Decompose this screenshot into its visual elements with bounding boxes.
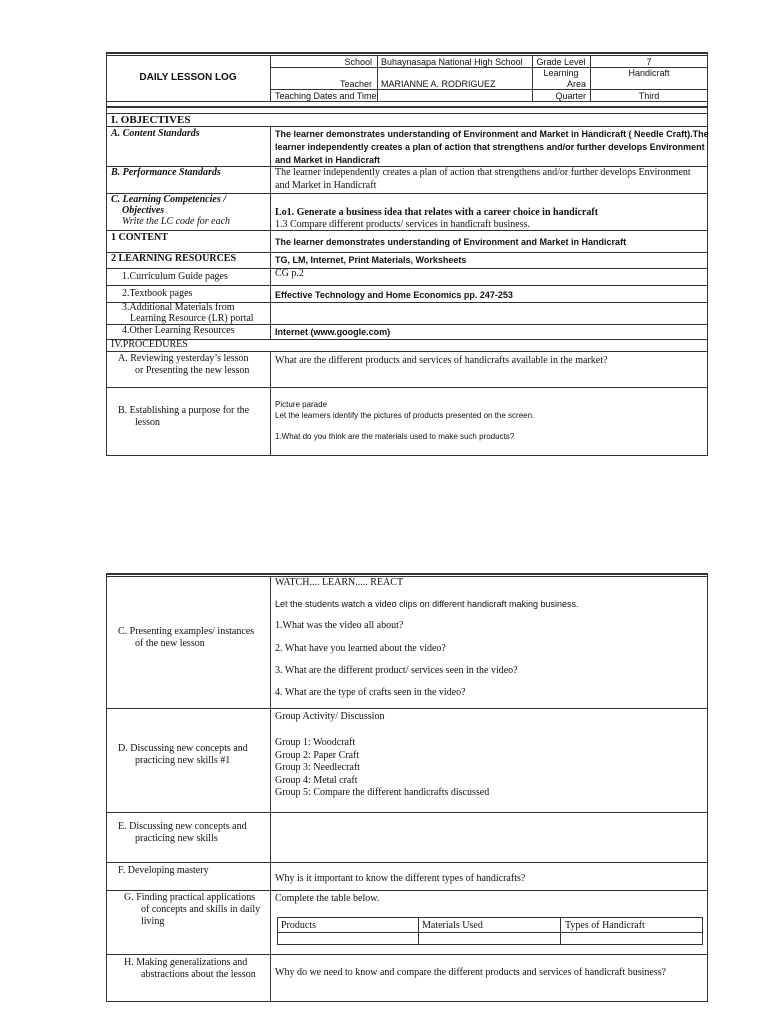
quarter-label: Quarter [555,91,586,101]
grade-value: 7 [646,57,652,67]
procedure-g-label-2: of concepts and skills in daily [141,904,261,915]
curriculum-guide-label: 1.Curriculum Guide pages [122,271,228,282]
procedures-heading: IV.PROCEDURES [111,339,188,350]
teacher-label: Teacher [339,79,372,89]
procedure-c-label: C. Presenting examples/ instances [118,626,255,637]
procedure-c-label-2: of the new lesson [135,638,205,649]
content-standards-label: A. Content Standards [111,128,200,139]
procedure-c-value-5: 3. What are the different product/ services seen in the video? [275,665,518,676]
other-resources-value [275,327,390,337]
procedure-d-value-3: Group 2: Paper Craft [275,750,360,761]
procedure-d-label-2: practicing new skills #1 [135,755,231,766]
procedure-d-value-5: Group 4: Metal craft [275,775,358,786]
performance-standards-line-1: The learner independently creates a plan of action that strengthens and/or further develops Environment [275,167,691,178]
dates-label: Teaching Dates and Time [275,91,377,101]
procedure-b-value-3: 1.What do you think are the materials used to make such products? [275,432,515,441]
other-resources-pre: Internet (www. [275,327,337,337]
learning-area-label: Learning [543,68,579,78]
procedure-a-label: A. Reviewing yesterday’s lesson [118,353,249,364]
procedure-b-value-2: Let the learners identify the pictures of products presented on the screen. [275,411,535,420]
textbook-value: Effective Technology and Home Economics pp. 247-253 [275,290,513,300]
content-standards-line-3: and Market in Handicraft [275,155,381,165]
school-value: Buhaynasapa National High School [381,57,523,67]
procedure-g-value: Complete the table below. [275,893,380,904]
objectives-heading: I. OBJECTIVES [111,114,191,126]
textbook-label: 2.Textbook pages [122,288,193,299]
procedure-d-value-4: Group 3: Needlecraft [275,762,360,773]
table-header-types: Types of Handicraft [565,920,645,931]
procedure-h-value: Why do we need to know and compare the different products and services of handicraft business? [275,967,667,978]
procedure-g-label: G. Finding practical applications [124,892,256,903]
learning-resources-value: TG, LM, Internet, Print Materials, Worksheets [275,255,467,265]
procedure-c-value-6: 4. What are the type of crafts seen in the video? [275,687,466,698]
content-standards-line-2: learner independently creates a plan of action that strengthens and/or further develops Environment [275,142,705,152]
performance-standards-label: B. Performance Standards [111,167,221,178]
procedure-g-label-3: living [141,916,165,927]
learning-area-label-2: Area [566,79,586,89]
procedure-c-value-1: WATCH.... LEARN..... REACT [275,577,404,588]
content-standards-line-1: The learner demonstrates understanding of Environment and Market in Handicraft ( Needle Craft).The [275,129,709,139]
competencies-label: C. Learning Competencies / [111,194,226,205]
school-label: School [344,57,372,67]
procedure-h-label-2: abstractions about the lesson [141,969,256,980]
additional-materials-label: 3.Additional Materials from [122,302,235,313]
procedure-e-label: E. Discussing new concepts and [118,821,247,832]
learning-resources-label: 2 LEARNING RESOURCES [111,253,237,264]
performance-standards-line-2: and Market in Handicraft [275,180,377,191]
procedure-h-label: H. Making generalizations and [124,957,248,968]
procedure-a-value: What are the different products and services of handicrafts available in the market? [275,355,608,366]
procedure-c-value-3: 1.What was the video all about? [275,620,404,631]
table-header-products: Products [281,920,316,931]
procedure-d-label: D. Discussing new concepts and [118,743,248,754]
competencies-value-2: 1.3 Compare different products/ services in handicraft business. [275,219,531,230]
procedure-e-label-2: practicing new skills [135,833,218,844]
curriculum-guide-value: CG p.2 [275,268,304,279]
other-resources-label: 4.Other Learning Resources [122,325,235,336]
procedure-d-value-2: Group 1: Woodcraft [275,737,356,748]
table-header-materials: Materials Used [422,920,483,931]
procedure-d-value-1: Group Activity/ Discussion [275,711,385,722]
teacher-value: MARIANNE A. RODRIGUEZ [381,79,496,89]
procedure-c-value-4: 2. What have you learned about the video? [275,643,446,654]
competencies-value-1: Lo1. Generate a business idea that relates with a career choice in handicraft [275,207,599,218]
additional-materials-label-2: Learning Resource (LR) portal [130,313,254,324]
procedure-a-label-2: or Presenting the new lesson [135,365,250,376]
learning-area-value: Handicraft [628,68,670,78]
other-resources-post: .com) [366,327,391,337]
competencies-label-3: Write the LC code for each [122,216,231,227]
content-value: The learner demonstrates understanding of Environment and Market in Handicraft [275,237,627,247]
procedure-f-value: Why is it important to know the different types of handicrafts? [275,873,526,884]
grade-label: Grade Level [536,57,586,67]
procedure-f-label: F. Developing mastery [118,865,209,876]
competencies-label-2: Objectives [122,205,165,216]
quarter-value: Third [638,91,660,101]
procedure-b-label: B. Establishing a purpose for the [118,405,250,416]
other-resources-link: google [336,327,367,337]
procedure-b-label-2: lesson [135,417,160,428]
content-label: 1 CONTENT [111,232,168,243]
page-title: DAILY LESSON LOG [139,72,237,83]
procedure-b-value-1: Picture parade [275,400,328,409]
procedure-c-value-2: Let the students watch a video clips on different handicraft making business. [275,599,579,609]
procedure-d-value-6: Group 5: Compare the different handicrafts discussed [275,787,490,798]
